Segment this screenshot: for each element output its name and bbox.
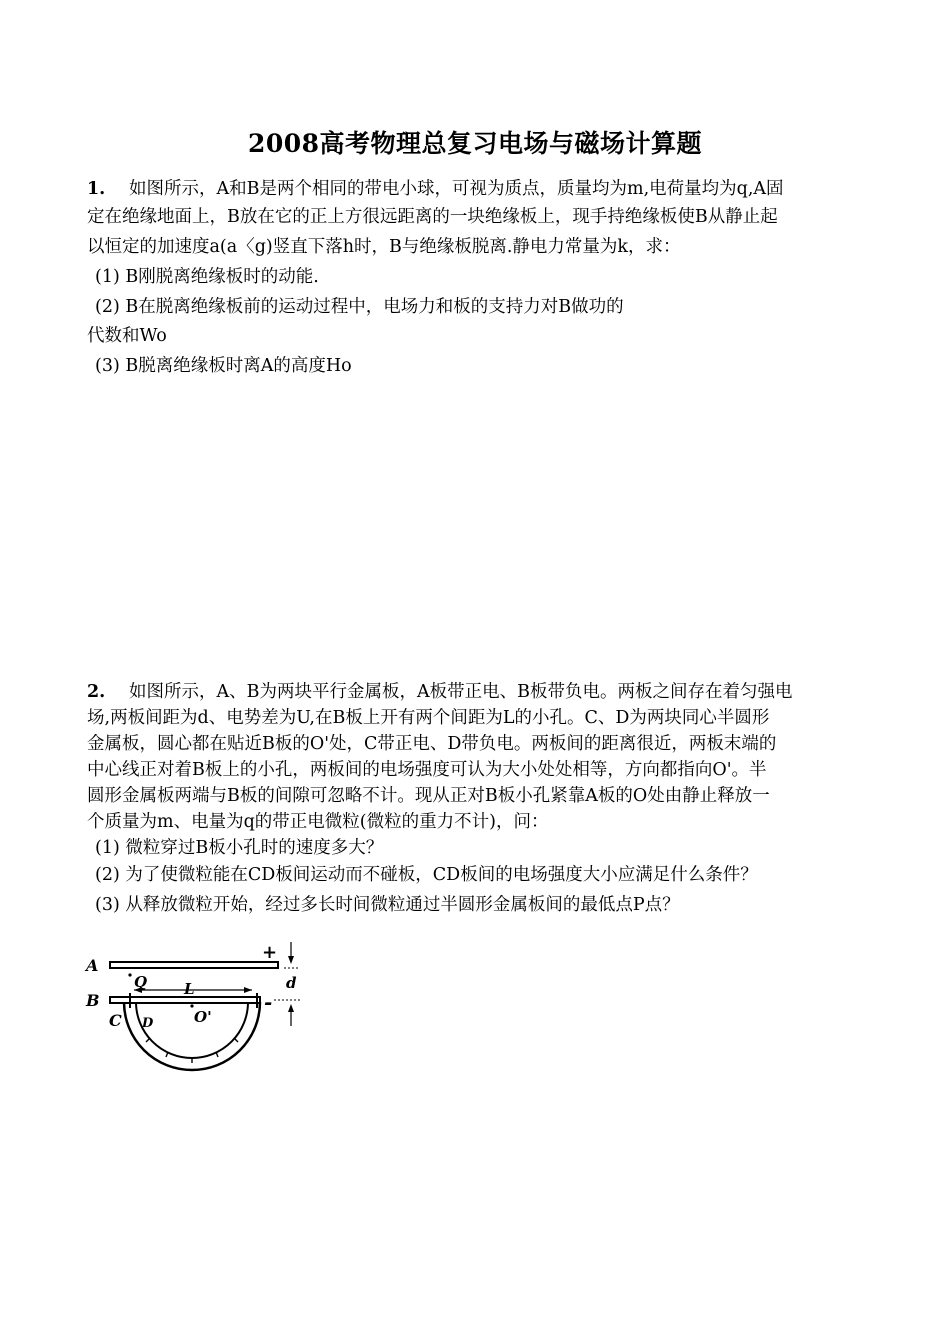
label-q: Q [134,973,148,991]
q2-line-4: 中心线正对着B板上的小孔，两板间的电场强度可认为大小处处相等，方向都指向O'。半 [87,760,767,780]
d-arrowhead-bottom [288,1004,294,1012]
label-plus: + [262,942,278,963]
label-l: L [184,980,195,998]
label-plate-a: A [86,956,99,975]
q1-sub-2-continuation: 代数和Wo [87,326,167,346]
label-plate-d: D [142,1016,154,1031]
q2-line-2: 场,两板间距为d、电势差为U,在B板上开有两个间距为L的小孔。C、D为两块同心半圆形 [87,708,770,728]
q2-number: 2. [87,682,106,702]
q2-sub-1: (1) 微粒穿过B板小孔时的速度多大？ [95,838,384,858]
field-marks [146,1038,238,1063]
q2-line-3: 金属板，圆心都在贴近B板的O'处，C带正电、D带负电。两板间的距离很近，两板末端的 [87,734,777,754]
plate-a [110,962,278,968]
label-o-prime: O' [194,1008,212,1026]
q2-line-5: 圆形金属板两端与B板的间隙可忽略不计。现从正对B板小孔紧靠A板的O处由静止释放一 [87,786,770,806]
q1-sub-2: (2) B在脱离绝缘板前的运动过程中，电场力和板的支持力对B做功的 [95,297,624,317]
label-plate-b: B [86,991,100,1010]
q2-sub-3: (3) 从释放微粒开始，经过多长时间微粒通过半圆形金属板间的最低点P点？ [95,895,680,915]
label-plate-c: C [109,1011,122,1030]
q1-line-3: 以恒定的加速度a(a〈g)竖直下落h时，B与绝缘板脱离.静电力常量为k，求： [87,237,681,257]
q2-line-1: 2. 如图所示，A、B为两块平行金属板，A板带正电、B板带负电。两板之间存在着匀强电 [87,682,793,702]
q1-line-1: 1. 如图所示，A和B是两个相同的带电小球，可视为质点，质量均为m,电荷量均为q,A固 [87,179,784,199]
d-arrowhead-top [288,956,294,964]
q1-sub-3: (3) B脱离绝缘板时离A的高度Ho [95,356,352,376]
l-arrowhead-right [244,987,252,993]
q1-sub-1: (1) B刚脱离绝缘板时的动能. [95,267,319,287]
q1-number: 1. [87,179,106,199]
label-d: d [286,974,297,992]
q2-sub-2: (2) 为了使微粒能在CD板间运动而不碰板，CD板间的电场强度大小应满足什么条件？ [95,865,758,885]
point-q [128,973,131,976]
page-title: 2008高考物理总复习电场与磁场计算题 [247,129,703,158]
label-minus: - [264,990,273,1014]
parallel-plates-diagram [84,938,314,1088]
q2-line-6: 个质量为m、电量为q的带正电微粒(微粒的重力不计)，问： [87,812,549,832]
q1-line-2: 定在绝缘地面上，B放在它的正上方很远距离的一块绝缘板上，现手持绝缘板使B从静止起 [87,207,778,227]
